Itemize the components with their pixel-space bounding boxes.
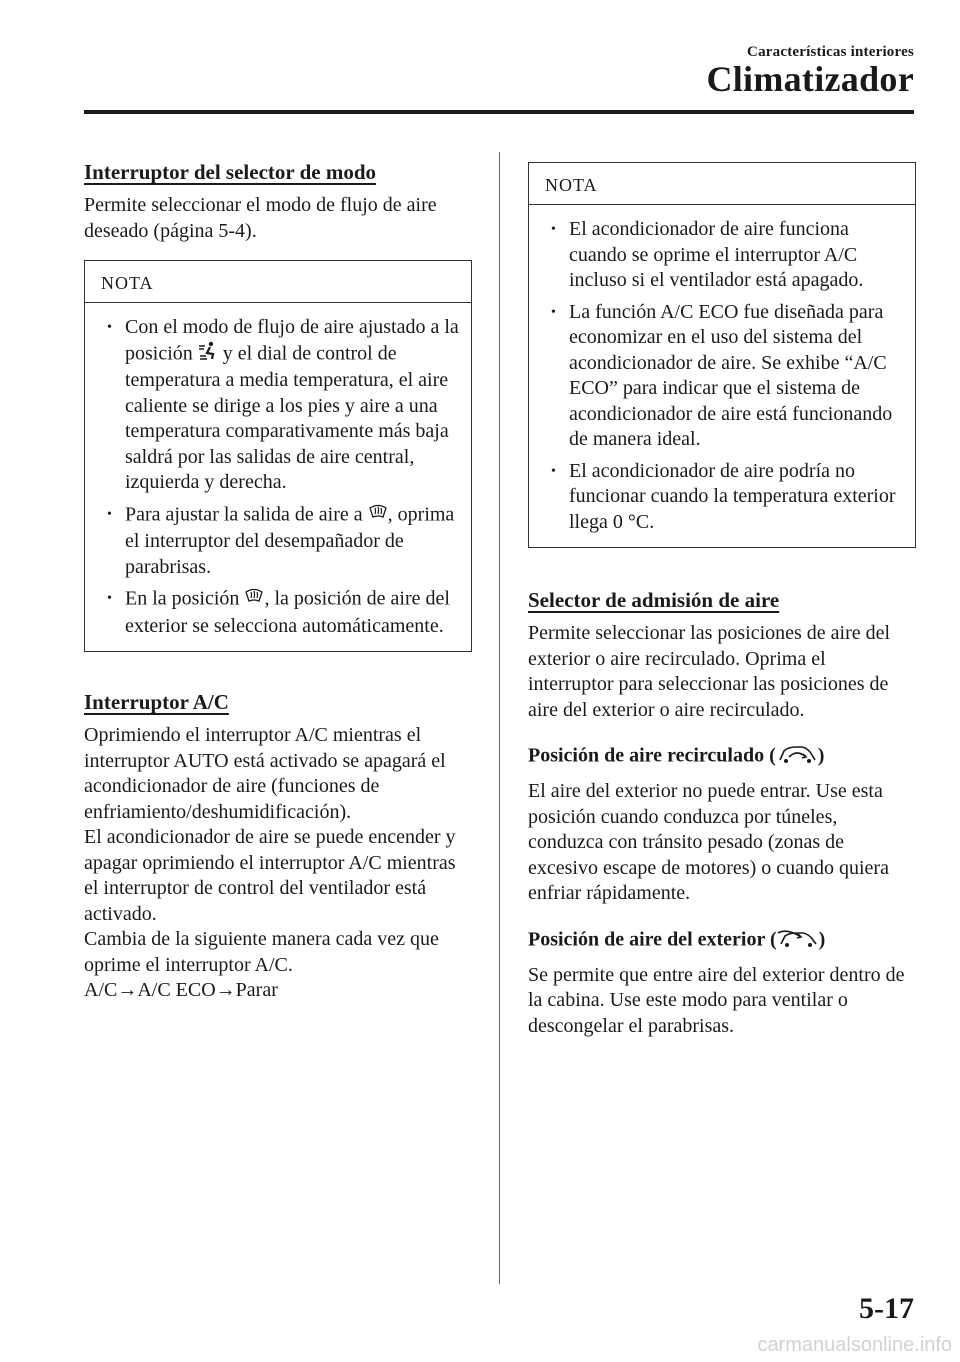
recirc-title-text: Posición de aire recirculado ( [528, 744, 776, 767]
outside-air-section [528, 927, 916, 1040]
note-text: Con el modo de flujo de aire ajustado a la posición [125, 316, 459, 364]
note-item [103, 586, 461, 639]
note-label: NOTA [85, 261, 471, 303]
ac-switch-section [84, 690, 472, 1004]
windshield-defrost-icon [244, 586, 264, 614]
mode-selector-body: Permite seleccionar el modo de flujo de aire deseado (página 5-4). [84, 194, 437, 242]
intake-section [528, 588, 916, 723]
mode-selector-section [84, 160, 472, 244]
right-column [528, 162, 916, 1039]
note-item: • El acondicionador de aire podría no funcionar cuando la temperatura exterior llega 0 °C. [547, 459, 905, 536]
note-text: , oprima el interruptor del desempañador de parabrisas. [125, 502, 455, 578]
header-kicker: Características interiores [747, 44, 914, 60]
ac-switch-body: Cambia de la siguiente manera cada vez que oprime el interruptor A/C. [84, 928, 439, 976]
recirc-section [528, 743, 916, 907]
note-box-left [84, 260, 472, 652]
intake-body: Permite seleccionar las posiciones de aire del exterior o aire recirculado. Oprima el interruptor para seleccionar las posiciones de aire del exterior o aire recirculado. [528, 622, 891, 721]
header-rule [84, 110, 914, 114]
note-list [85, 303, 471, 651]
note-box-right [528, 162, 916, 548]
car-recirculation-icon [776, 743, 818, 771]
seated-person-airflow-icon [198, 341, 218, 369]
note-item: • La función A/C ECO fue diseñada para economizar en el uso del sistema del acondicionador de aire. Se exhibe “A/C ECO” para indicar que el sistema de acondicionador de aire está funcionando de manera ideal. [547, 300, 905, 453]
left-column [84, 160, 472, 1004]
intake-title: Selector de admisión de aire [528, 588, 780, 612]
recirc-title-text: ) [817, 744, 825, 767]
ac-switch-body: Oprimiendo el interruptor A/C mientras el interruptor AUTO está activado se apagará el acondicionador de aire (funciones de enfriamiento/deshumidificación). [84, 724, 446, 823]
note-text: y el dial de control de temperatura a media temperatura, el aire caliente se dirige a los pies y aire a una temperatura comparativamente más baja saldrá por las salidas de aire central, izquierda y derecha. [125, 341, 449, 493]
windshield-defrost-icon [368, 502, 388, 530]
recirc-title [528, 743, 916, 771]
ac-mode-sequence: A/C→A/C ECO→Parar [84, 979, 278, 1001]
outside-air-title-text: Posición de aire del exterior ( [528, 928, 777, 951]
ac-switch-title: Interruptor A/C [84, 690, 229, 714]
page-title: Climatizador [706, 59, 914, 99]
note-text: , la posición de aire del exterior se selecciona automáticamente. [125, 587, 450, 637]
watermark: carmanualsonline.info [757, 1334, 952, 1356]
page-number: 5-17 [859, 1292, 914, 1325]
outside-air-title-text: ) [818, 928, 826, 951]
outside-air-title [528, 927, 916, 955]
car-outside-air-icon [777, 927, 819, 955]
ac-switch-body: El acondicionador de aire se puede encender y apagar oprimiendo el interruptor A/C mientras el interruptor de control del ventilador está activado. [84, 826, 456, 925]
note-list [529, 205, 915, 547]
column-divider [499, 152, 500, 1284]
note-label: NOTA [529, 163, 915, 205]
note-item: • El acondicionador de aire funciona cuando se oprime el interruptor A/C incluso si el ventilador está apagado. [547, 217, 905, 294]
note-text: Para ajustar la salida de aire a [125, 502, 363, 525]
note-item [103, 315, 461, 496]
recirc-body: El aire del exterior no puede entrar. Use esta posición cuando conduzca por túneles, conduzca con tránsito pesado (zonas de excesivo escape de motores) o cuando quiera enfriar rápidamente. [528, 780, 889, 904]
note-text: En la posición [125, 587, 240, 610]
mode-selector-title: Interruptor del selector de modo [84, 160, 377, 184]
note-item [103, 502, 461, 581]
outside-air-body: Se permite que entre aire del exterior dentro de la cabina. Use este modo para ventilar o descongelar el parabrisas. [528, 963, 905, 1037]
